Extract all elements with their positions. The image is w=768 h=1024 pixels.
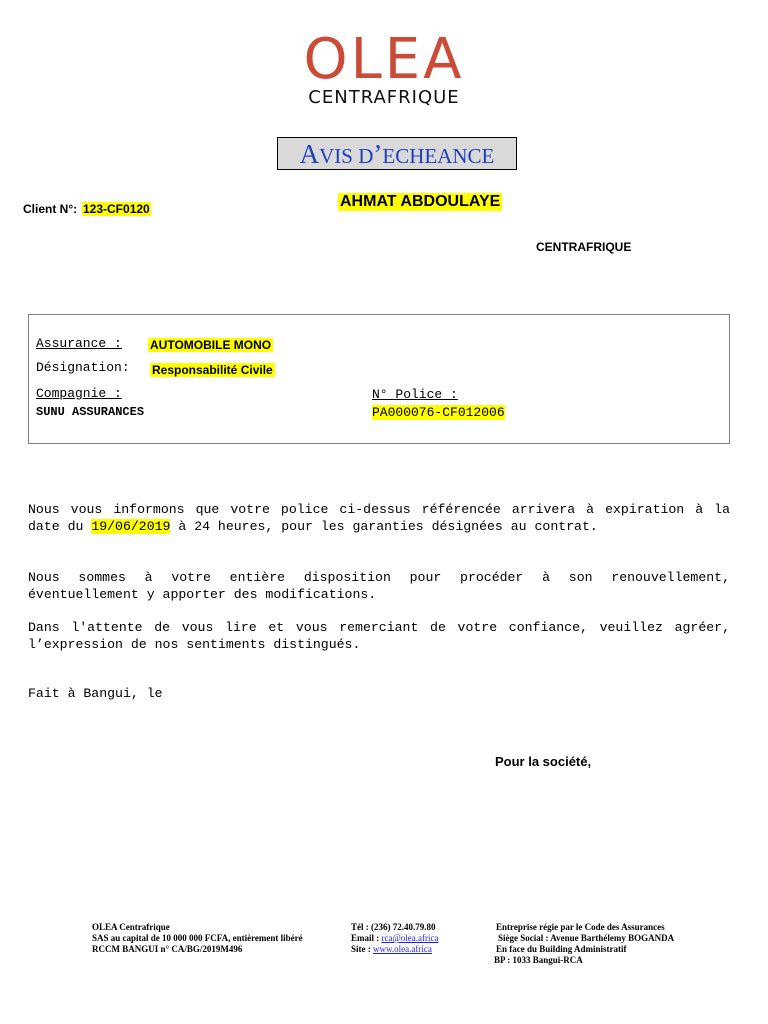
paragraph-closing: Dans l'attente de vous lire et vous remerciant de votre confiance, veuillez agréer, l’expression de nos sentiments distingués. (28, 620, 730, 652)
company-logo-subtitle: CENTRAFRIQUE (308, 87, 460, 108)
client-number: 123-CF0120 (83, 202, 150, 216)
footer-contact-info: Tél : (236) 72.40.79.80 Email : rca@olea.africa Site : www.olea.africa (351, 922, 439, 954)
police-number-label: N° Police : (372, 387, 458, 402)
email-link[interactable]: rca@olea.africa (381, 933, 439, 943)
designation-label: Désignation: (36, 360, 130, 375)
policy-details-box (28, 314, 730, 444)
designation-value: Responsabilité Civile (152, 363, 273, 377)
client-name: AHMAT ABDOULAYE (340, 193, 501, 210)
place-date-line: Fait à Bangui, le (28, 686, 163, 701)
assurance-value: AUTOMOBILE MONO (150, 338, 272, 352)
website-link[interactable]: www.olea.africa (373, 944, 432, 954)
compagnie-value: SUNU ASSURANCES (36, 405, 145, 419)
assurance-label: Assurance : (36, 336, 122, 351)
paragraph-renewal: Nous sommes à votre entière disposition pour procéder à son renouvellement, éventuellement y apporter des modifications. (28, 570, 730, 602)
footer-company-info: OLEA Centrafrique SAS au capital de 10 000 000 FCFA, entièrement libéré RCCM BANGUI n° CA/BG/2019M496 (92, 922, 303, 954)
company-logo: OLEA (303, 27, 465, 92)
client-number-label: Client N°: (23, 202, 78, 216)
footer-address-info: Entreprise régie par le Code des Assurances Siège Social : Avenue Barthélemy BOGANDA En face du Building Administratif BP : 1033 Bangui-RCA (494, 922, 675, 965)
compagnie-label: Compagnie : (36, 386, 122, 401)
signature-line: Pour la société, (495, 754, 592, 769)
expiration-date: 19/06/2019 (91, 518, 171, 534)
police-number-value: PA000076-CF012006 (372, 405, 505, 420)
document-title: AVIS D’ECHEANCE (277, 137, 517, 170)
client-country: CENTRAFRIQUE (536, 240, 632, 254)
paragraph-expiration: Nous vous informons que votre police ci-dessus référencée arrivera à expiration à la date du 19/06/2019 à 24 heures, pour les garanties désignées au contrat. (28, 502, 730, 534)
